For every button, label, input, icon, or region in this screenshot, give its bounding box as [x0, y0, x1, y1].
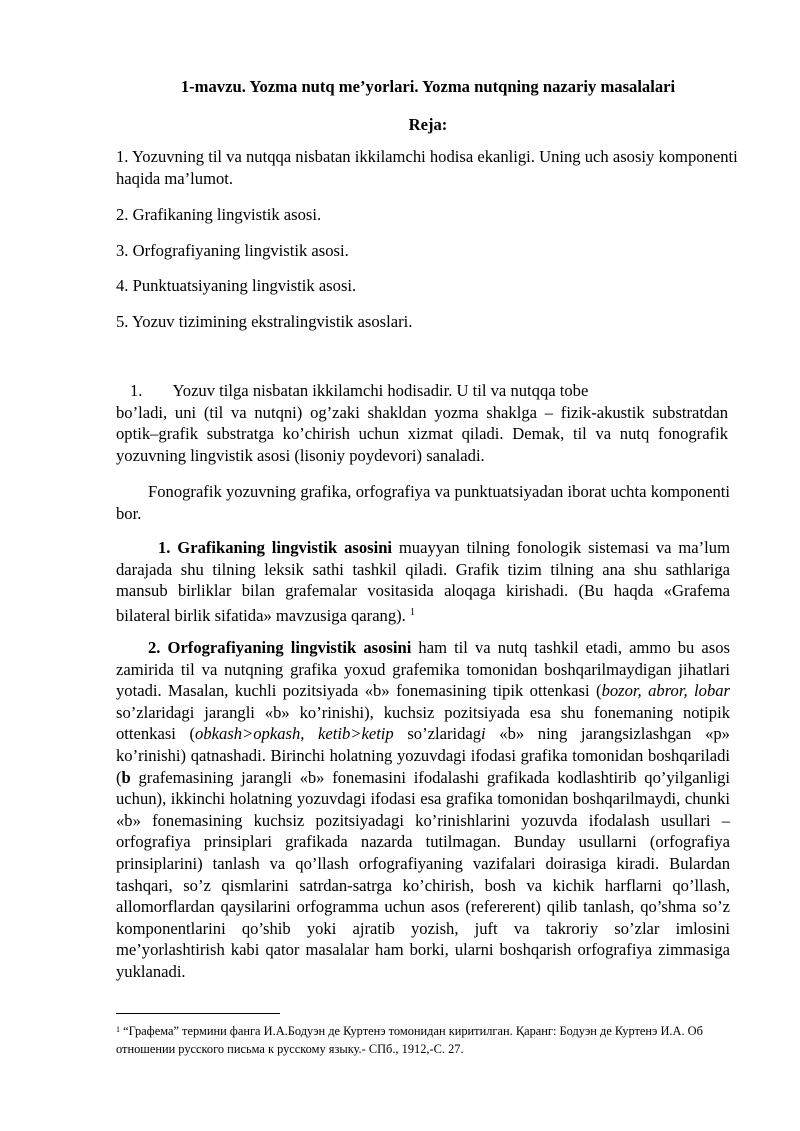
orfografiya-paragraph	[116, 637, 730, 983]
grafika-heading: 1. Grafikaning lingvistik asosini	[158, 538, 393, 557]
footnote	[116, 1021, 730, 1058]
orfografiya-text: so’zlaridagi jarangli «b» ko’rinishi), kuchsiz pozitsiyada esa shu fonemaning notipik ottenkasi (	[116, 702, 730, 744]
example-letter: i	[481, 724, 486, 744]
example-words: bozor, abror, lobar	[601, 681, 730, 701]
orfografiya-text: so’zlaridag	[393, 724, 482, 744]
orfografiya-text: «b» ning jarangsizlashgan «p» ko’rinishi) qatnashadi. Birinchi holatning yozuvdagi ifodasi grafika tomonidan boshqariladi (	[116, 724, 730, 787]
grapheme-b: b	[121, 767, 131, 787]
section-1-rest: bo’ladi, uni (til va nutqni) og’zaki shakldan yozma shaklga – fizik-akustik substratdan optik–grafik substratga ko’chirish uchun xizmat qiladi. Demak, til va nutq fonografik yozuvning lingvistik asosi (lisoniy poydevori) sanaladi.	[116, 402, 728, 465]
orfografiya-text: ham til va nutq tashkil etadi, ammo bu asos zamirida til va nutqning grafika yoxud grafemika tomonidan boshqarilmaydigan jihatlari yotadi. Masalan, kuchli pozitsiyada «b» fonemasining tipik ottenkasi (	[116, 638, 730, 701]
plan-item: 2. Grafikaning lingvistik asosi.	[116, 205, 322, 224]
page-title: 1-mavzu. Yozma nutq me’yorlari. Yozma nutqning nazariy masalalari	[180, 77, 676, 96]
plan-item: 5. Yozuv tizimining ekstralingvistik asoslari.	[116, 312, 413, 331]
orfografiya-text: grafemasining jarangli «b» fonemasini ifodalashi grafikada kodlashtirib qo’yilganligi uchun), ikkinchi holatning yozuvdagi ifodasi esa grafika tomonidan boshqarilmaydi, chunki «b» fonemasining kuchsiz pozitsiyadagi ko’rinishlarini yozuvda ifodalash usullari – orfografiya prinsiplari grafikada nazarda tutilmagan. Bunday usullarni (orfografiya prinsiplarini) tanlash va qo’llash orfografiyaning vazifalari doirasiga kiradi. Bulardan tashqari, so’z qismlarini satrdan-satrga ko’chirish, bosh va kichik harflarni qo’llash, allomorflardan qaysilarini orfogramma uchun asos (refererent) qilib tanlash, qo’shma so’z komponentlarini qo’shib yoki ajratib yozish, juft va takroriy so’zlar imlosini me’yorlashtirish kabi qator masalalar ham borki, ularni boshqarish orfografiya zimmasiga yuklanadi.	[116, 767, 730, 981]
grafika-paragraph	[116, 537, 730, 626]
plan-item: 4. Punktuatsiyaning lingvistik asosi.	[116, 276, 357, 295]
grafika-text: muayyan tilning fonologik sistemasi va ma’lum darajada shu tilning leksik sathi tashkil qiladi. Grafik tizim tilning ana shu sathlariga mansub birliklar bilan grafemalar vositasida aloqaga kirishadi. (Bu haqda «Grafema bilateral birlik sifatida» mavzusiga qarang).	[116, 538, 730, 625]
section-1-paragraph	[116, 380, 730, 466]
footnote-separator	[116, 1013, 280, 1014]
section-1-first-text: Yozuv tilga nisbatan ikkilamchi hodisadir. U til va nutqqa tobe	[172, 381, 589, 400]
components-paragraph: Fonografik yozuvning grafika, orfografiya va punktuatsiyadan iborat uchta komponenti bor.	[116, 482, 730, 523]
footnote-reference[interactable]: 1	[409, 606, 415, 618]
section-1-first-line	[116, 380, 730, 402]
orfografiya-heading: 2. Orfografiyaning lingvistik asosini	[148, 638, 412, 657]
plan-item: 3. Orfografiyaning lingvistik asosi.	[116, 241, 349, 260]
plan-item: 1. Yozuvning til va nutqqa nisbatan ikkilamchi hodisa ekanligi. Uning uch asosiy komponenti haqida ma’lumot.	[116, 147, 738, 188]
footnote-text: “Графема” термини фанга И.А.Бодуэн де Куртенэ томонидан киритилган. Қаранг: Бодуэн де Куртенэ И.А. Об отношении русского письма к русскому языку.- СПб., 1912,-С. 27.	[116, 1024, 703, 1056]
footnote-mark: 1	[116, 1025, 120, 1034]
plan-heading: Reja:	[408, 115, 448, 134]
section-1-number: 1.	[130, 381, 143, 400]
example-words: obkash>opkash, ketib>ketip	[195, 724, 394, 744]
